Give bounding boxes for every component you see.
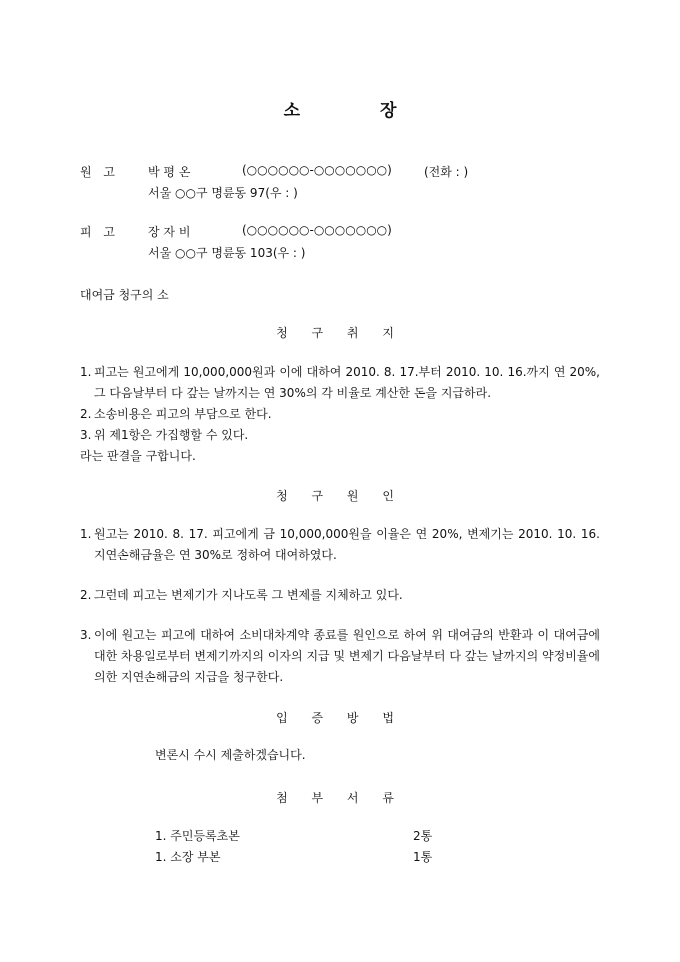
defendant-name: 장 자 비: [148, 225, 191, 239]
attachment-count: 2통: [413, 829, 433, 843]
attachment-name: 1. 주민등록초본: [155, 829, 240, 843]
item-number: 3.: [80, 428, 92, 442]
item-text: 위 제1항은 가집행할 수 있다.: [94, 428, 249, 442]
plaintiff-id: (○○○○○○-○○○○○○○): [242, 163, 392, 177]
item-number: 2.: [80, 407, 92, 421]
item-number: 2.: [80, 588, 92, 602]
attachment-count: 1통: [413, 850, 433, 864]
attachments-heading: 첨 부 서 류: [276, 791, 404, 805]
case-name: 대여금 청구의 소: [80, 288, 169, 302]
item-text: 이에 원고는 피고에 대하여 소비대차계약 종료를 원인으로 하여 위 대여금의 반환과 이 대여금에 대한 차용일로부터 변제기까지의 이자의 지급 및 변제기 다음날부터 다 갚는 날까지의 약정비율에 의한 지연손해금의 지급을 청구한다.: [94, 628, 600, 684]
item-number: 1.: [80, 527, 92, 541]
plaintiff-address: 서울 ○○구 명륜동 97(우 : ): [148, 186, 298, 200]
claim-cause-item-2: [80, 585, 600, 606]
plaintiff-phone: (전화 : ): [424, 165, 469, 179]
list-item: [80, 404, 600, 425]
list-item: [80, 524, 600, 566]
claim-cause-heading: 청 구 원 인: [276, 489, 404, 503]
item-text: 그런데 피고는 변제기가 지나도록 그 변제를 지체하고 있다.: [94, 588, 403, 602]
claim-cause-item-1: [80, 524, 600, 566]
defendant-id: (○○○○○○-○○○○○○○): [242, 223, 392, 237]
item-number: 1.: [80, 365, 92, 379]
list-item: [80, 585, 600, 606]
claim-purpose-heading: 청 구 취 지: [276, 326, 404, 340]
defendant-label: 피 고: [80, 225, 119, 239]
defendant-address: 서울 ○○구 명륜동 103(우 : ): [148, 246, 306, 260]
claim-cause-item-3: [80, 625, 600, 688]
title-left: 소: [283, 101, 300, 121]
document-title: [0, 96, 680, 121]
item-text: 소송비용은 피고의 부담으로 한다.: [94, 407, 272, 421]
attachment-row: [155, 848, 475, 865]
attachment-row: [155, 827, 475, 844]
attachment-name: 1. 소장 부본: [155, 850, 221, 864]
item-number: 3.: [80, 628, 92, 642]
plaintiff-label: 원 고: [80, 165, 119, 179]
evidence-text: 변론시 수시 제출하겠습니다.: [155, 748, 306, 762]
title-right: 장: [380, 101, 397, 121]
list-item: [80, 625, 600, 688]
item-text: 피고는 원고에게 10,000,000원과 이에 대하여 2010. 8. 17.부터 2010. 10. 16.까지 연 20%, 그 다음날부터 다 갚는 날까지는 연 30%의 각 비율로 계산한 돈을 지급하라.: [94, 365, 600, 400]
item-text: 원고는 2010. 8. 17. 피고에게 금 10,000,000원을 이율은 연 20%, 변제기는 2010. 10. 16. 지연손해금율은 연 30%로 정하여 대여하였다.: [94, 527, 600, 562]
list-item: [80, 425, 600, 446]
plaintiff-name: 박 평 온: [148, 165, 191, 179]
claim-purpose-list: [80, 362, 600, 467]
list-item: [80, 362, 600, 404]
claim-closing: 라는 판결을 구합니다.: [80, 449, 196, 463]
evidence-heading: 입 증 방 법: [276, 711, 404, 725]
